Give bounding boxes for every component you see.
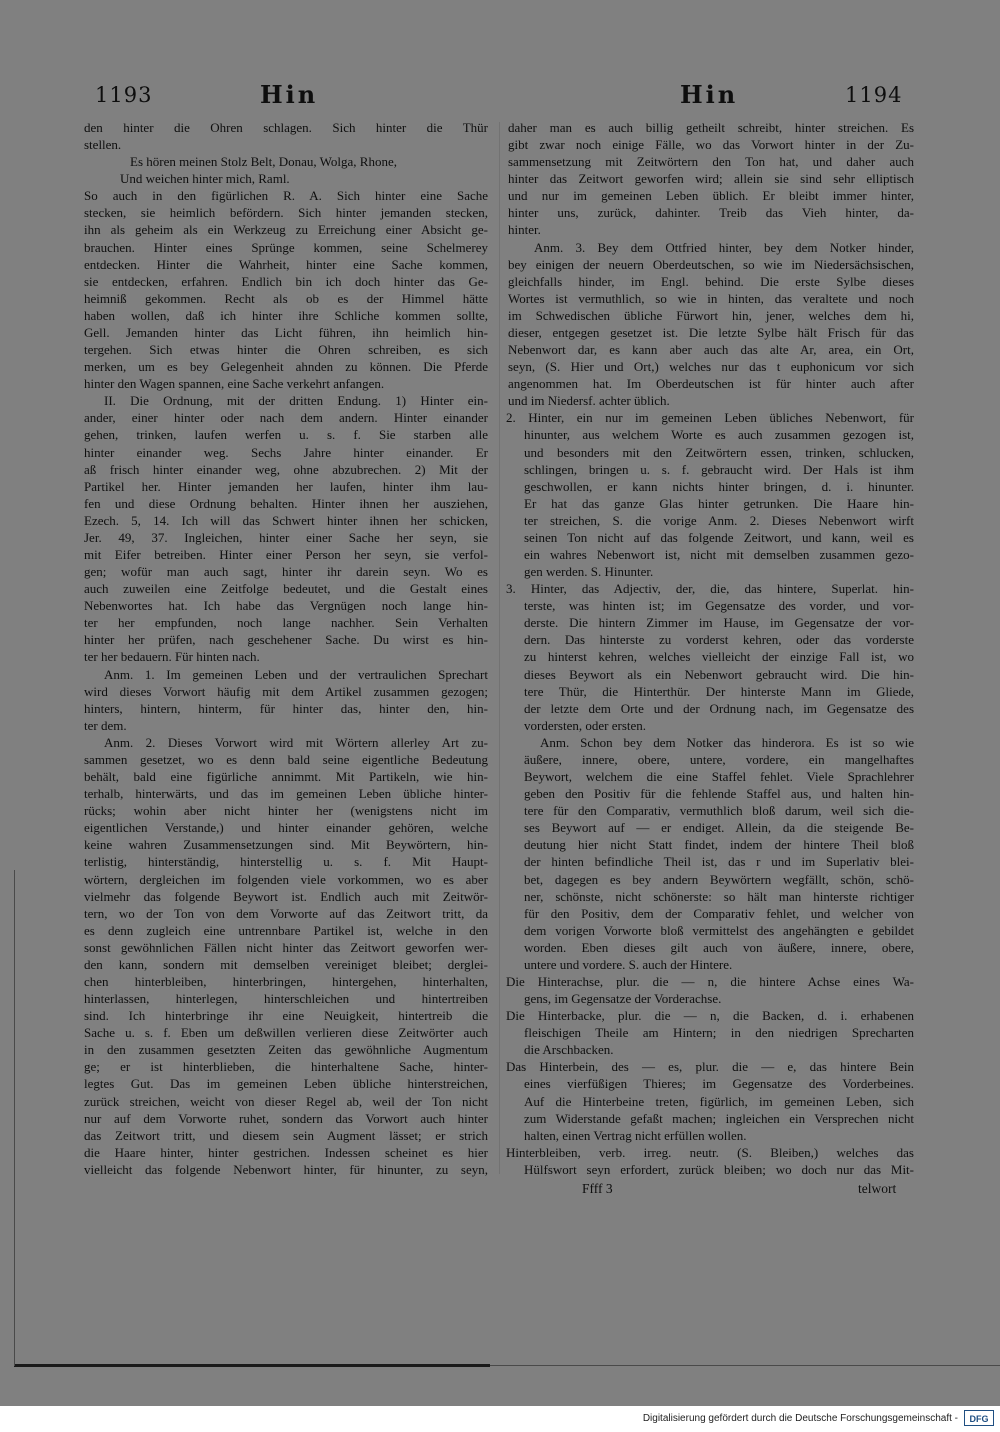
text-line: eigentlichen Verstande,) und hinter einander gehören, welche (84, 820, 488, 836)
scan-edge-line (14, 1364, 490, 1367)
funding-credit: Digitalisierung gefördert durch die Deutsche Forschungsgemeinschaft - (642, 1413, 958, 1424)
text-line: So auch in den figürlichen R. A. Sich hinter eine Sache (84, 188, 488, 204)
text-line: fen und diese Ordnung behalten. Hinter ihnen her ausziehen, (84, 495, 488, 511)
column-rule (499, 122, 500, 1174)
text-line: terste, was hinten ist; im Gegensatze des vorder, und vor- (524, 598, 914, 614)
text-line: der letzte dem Orte und der Ordnung nach, im Gegensatze des (524, 700, 914, 716)
text-line: ander, einer hinter oder nach dem andern. Hinter einander (84, 410, 488, 426)
text-line: dem vorigen Vorworte bloß vermittelst des angehängten e gebildet (524, 922, 914, 938)
text-line: seyn, (S. Hier und Ort,) welches nur das t euphonicum vor sich (508, 359, 914, 375)
text-line: geben den Positiv für die fehlende Staffel aus, und halten hin- (524, 786, 914, 802)
text-line: II. Die Ordnung, mit der dritten Endung. 1) Hinter ein- (104, 393, 488, 409)
text-line: gehen, trinken, laufen werfen u. s. f. Sie starben alle (84, 427, 488, 443)
text-line: derste. Die hintern Zimmer im Hause, im Gegensatze der vor- (524, 615, 914, 631)
text-line: vordersten, oder ersten. (524, 717, 647, 733)
text-line: auch zuweilen eine Zeitfolge bedeutet, und die Gestalt eines (84, 581, 488, 597)
text-line: geschwollen, er kann nichts hinter bringen, d. i. hinunter. (524, 478, 914, 494)
text-line: rücks; wohin aber nicht hinter her (wenigstens nicht im (84, 803, 488, 819)
text-line: hinunter, aus welchem Worte es auch zusammen gezogen ist, (524, 427, 914, 443)
text-line: sie entdecken, erfahren. Endlich bin ich doch hinter das Ge- (84, 273, 488, 289)
text-line: gen; wofür man auch sagt, hinter ihr darein seyn. Wo es (84, 564, 488, 580)
text-line: in den zusammen gesetzten Zeiten das gewöhnliche Augmentum (84, 1042, 488, 1058)
text-line: hinter einander weg. Sechs Jahre hinter einander. Er (84, 444, 488, 460)
text-line: Nebenwort dar, es kann aber auch das alte Ar, area, ein Ort, (508, 342, 914, 358)
text-line: Partikel her. Hinter jemanden her laufen, hinter ihm lau- (84, 478, 488, 494)
credit-strip (0, 1406, 1000, 1432)
text-line: Hinterbleiben, verb. irreg. neutr. (S. Bleiben,) welches das (506, 1144, 914, 1160)
text-line: ge; er ist hinterblieben, die hinterhaltene Sache, hinter- (84, 1059, 488, 1075)
text-line: entdecken. Hinter die Wahrheit, hinter eine Sache kommen, (84, 256, 488, 272)
text-line: deutung hier nicht Statt findet, indem der hintere Theil bloß (524, 837, 914, 853)
text-line: ihn als geheim als ein Werkzeug zu Erreichung einer Absicht ge- (84, 222, 488, 238)
scan-edge-line (14, 870, 15, 1366)
text-line: den kann, sondern mit demselben vereiniget bleibet; derglei- (84, 956, 488, 972)
text-line: Und weichen hinter mich, Raml. (120, 171, 290, 187)
text-line: hinter das Zeitwort geworfen wird; allein sie sind sehr elliptisch (508, 171, 914, 187)
text-line: Die Hinterbacke, plur. die — n, die Backen, d. i. erhabenen (506, 1008, 914, 1024)
text-line: aß frisch hinter einander weg, ohne abzubrechen. 2) Mit der (84, 461, 488, 477)
text-line: Nebenwortes hat. Ich habe das Vergnügen noch lange hin- (84, 598, 488, 614)
text-line: Wortes ist vermuthlich, so wie in hinten, das veraltete und noch (508, 290, 914, 306)
text-line: haben wollen, daß ich hinter ihre Schliche kommen sollte, (84, 307, 488, 323)
signature-mark: Ffff 3 (582, 1181, 613, 1196)
text-line: ter streichen, S. die vorige Anm. 2. Dieses Nebenwort wirft (524, 512, 914, 528)
text-line: Anm. 3. Bey dem Ottfried hinter, bey dem Notker hinder, (534, 239, 914, 255)
text-line: terlistig, hinterständig, hinterstellig u. s. f. Mit Haupt- (84, 854, 488, 870)
text-line: eines vierfüßigen Thieres; im Gegensatze des Vorderbeines. (524, 1076, 914, 1092)
text-line: terhalb, hinterwärts, und das im gemeinen Leben übliche hinter- (84, 786, 488, 802)
text-line: und im Niedersf. achter üblich. (508, 393, 670, 409)
text-line: Jer. 49, 37. Ingleichen, hinter einer Sache her seyn, sie (84, 529, 488, 545)
page-number-right: 1194 (845, 83, 903, 107)
text-line: Auf die Hinterbeine treten, figürlich, im gemeinen Leben, sich (524, 1093, 914, 1109)
text-line: 3. Hinter, das Adjectiv, der, die, das hintere, Superlat. hin- (506, 581, 914, 597)
text-line: hinters, hintern, hinterm, für hinter das, hinter den, hin- (84, 700, 488, 716)
catchword: telwort (858, 1181, 897, 1196)
text-line: die Arschbacken. (524, 1042, 614, 1058)
text-line: gleichfalls hinder, im Engl. behind. Die erste Sylbe dieses (508, 273, 914, 289)
text-line: zurück streichen, weicht von dieser Regel ab, weil der Ton nicht (84, 1093, 488, 1109)
text-line: tere für den Comparativ, vermuthlich bloß darum, weil sich die- (524, 803, 914, 819)
text-line: gibt zwar noch einige Fälle, wo das Vorwort hinter in der Zu- (508, 137, 914, 153)
text-line: worden. Eben dieses gilt auch von äußere, innere, obere, (524, 939, 914, 955)
text-line: bey einigen der neuern Oberdeutschen, so wie im Niedersächsischen, (508, 256, 914, 272)
text-line: ein wahres Nebenwort ist, nicht mit demselben zusammen gezo- (524, 547, 914, 562)
text-line: Anm. 2. Dieses Vorwort wird mit Wörtern allerley Art zu- (104, 734, 488, 750)
text-line: Das Hinterbein, des — es, plur. die — e, das hintere Bein (506, 1059, 914, 1075)
text-line: sammensetzung mit Zeitwörtern den Ton hat, und daher auch (508, 154, 914, 170)
text-line: chen hinterbleiben, hinterbringen, hintergehen, hinterhalten, (84, 974, 488, 989)
running-head-right: Hin (680, 80, 739, 109)
dfg-logo: DFG (964, 1410, 994, 1426)
text-line: schlingen, bringen u. s. f. gebraucht wird. Der Hals ist ihm (524, 461, 914, 477)
text-line: hinterlassen, hinterlegen, hinterschleichen und hintertreiben (84, 991, 488, 1007)
text-line: ner, schönste, nicht schönerste: so hält man hinterste richtiger (524, 888, 914, 904)
text-line: stellen. (84, 137, 122, 153)
text-line: dern. Das hinterste zu vorderst kehren, oder das vorderste (524, 632, 914, 648)
scan-edge-line (490, 1365, 1000, 1366)
text-line: 2. Hinter, ein nur im gemeinen Leben übliches Nebenwort, für (506, 410, 914, 426)
text-line: Er hat das ganze Glas hinter getrunken. Die Haare hin- (524, 495, 914, 511)
text-line: Beywort, welchem die eine Staffel fehlet. Viele Sprachlehrer (524, 769, 914, 785)
text-line: Die Hinterachse, plur. die — n, die hintere Achse eines Wa- (506, 974, 914, 989)
text-line: tern, wo der Ton von dem Vorworte auf das Zeitwort tritt, da (84, 905, 488, 921)
text-line: brauchen. Hinter eines Sprünge kommen, seine Schelmerey (84, 239, 488, 255)
text-line: merken, um es bey Gelegenheit ahnden zu können. Die Pferde (84, 359, 488, 375)
text-line: den hinter die Ohren schlagen. Sich hinter die Thür (84, 120, 488, 135)
text-line: ses Beywort auf — er endiget. Allein, da die steigende Be- (524, 820, 914, 836)
text-line: dieser, entgegen gesetzet ist. Die letzte Sylbe hält Frisch für das (508, 324, 914, 340)
text-line: im Schwedischen übliche Fürwort hin, jener, welches dem hi, (508, 307, 914, 323)
text-line: Sache u. s. f. Eben um deßwillen verlieren diese Zeitwörter auch (84, 1025, 488, 1041)
text-line: Anm. 1. Im gemeinen Leben und der vertraulichen Sprechart (104, 666, 488, 682)
text-line: Anm. Schon bey dem Notker das hinderora. Es ist so wie (540, 734, 914, 750)
text-line: Hülfswort seyn erfordert, zurück bleiben; wo doch nur das Mit- (524, 1161, 914, 1177)
text-line: es denn zugleich eine untrennbare Partikel ist, welche in den (84, 922, 488, 938)
text-line: sonst gewöhnlichen Fällen nicht hinter das Zeitwort geworfen wer- (84, 939, 488, 955)
text-line: und nur im gemeinen Leben üblich. Er bleibt immer hinter, (508, 188, 914, 204)
text-line: das Zeitwort tritt, und diesem sein Augment lässet; er strich (84, 1127, 488, 1143)
text-line: hinter. (508, 222, 541, 238)
text-line: wörtern, dergleichen im folgenden viele vorkommen, wo es aber (84, 871, 488, 887)
text-line: ter her empfunden, noch lange nachher. Sein Verhalten (84, 615, 488, 631)
text-line: ter dem. (84, 717, 127, 733)
text-line: keine wahren Zusammensetzungen sind. Mit Beywörtern, hin- (84, 837, 488, 853)
text-line: tere Thür, die Hinterthür. Der hinterste Mann im Gliede, (524, 683, 914, 699)
text-line: und besonders mit den Zeitwörtern essen, trinken, schlucken, (524, 444, 914, 460)
text-line: halten, einen Vertrag nicht erfüllen wollen. (524, 1127, 747, 1143)
text-line: äußere, innere, obere, untere, vordere, ein mangelhaftes (524, 751, 914, 767)
text-line: hinter her prüfen, nach geschehener Sache. Du wirst es hin- (84, 632, 488, 648)
text-line: Ezech. 5, 14. Ich will das Schwert hinter ihnen her schicken, (84, 512, 488, 528)
text-line: hinter den Wagen spannen, eine Sache verkehrt anfangen. (84, 376, 385, 392)
text-line: gens, im Gegensatze der Vorderachse. (524, 991, 722, 1007)
text-line: seinen Ton nicht auf das folgende Zeitwort, und kann, weil es (524, 529, 914, 545)
text-line: daher man es auch billig getheilt schreibt, hinter streichen. Es (508, 120, 914, 135)
text-line: nur auf dem Vorworte ruhet, sondern das Vorwort auch hinter (84, 1110, 488, 1126)
text-line: legtes Gut. Das im gemeinen Leben übliche hinterstreichen, (84, 1076, 488, 1092)
text-line: angenommen hat. Im Oberdeutschen ist für hinter auch after (508, 376, 914, 392)
text-line: stecken, sie heimlich befördern. Sich hinter jemanden stecken, (84, 205, 488, 221)
right-column (506, 0, 914, 1200)
text-line: Es hören meinen Stolz Belt, Donau, Wolga, Rhone, (130, 154, 397, 170)
text-line: behält, bald eine figürliche annimmt. Mit Partikeln, wie hin- (84, 769, 488, 785)
text-line: hinter uns, zurück, dahinter. Treib das Vieh hinter, da- (508, 205, 914, 221)
text-line: sammen gesetzet, wo es denn bald seine eigentliche Bedeutung (84, 751, 488, 767)
running-head-left: Hin (260, 80, 319, 109)
text-line: bet, dagegen es bey andern Beywörtern wegfällt, schön, schö- (524, 871, 914, 887)
text-line: gen werden. S. Hinunter. (524, 564, 654, 580)
text-line: für den Positiv, dem der Comparativ fehlet, und welcher von (524, 905, 914, 921)
text-line: heimniß gekommen. Recht als ob es der Himmel hätte (84, 290, 488, 306)
text-line: mit Eifer betreiben. Hinter einer Person her seyn, sie verfol- (84, 547, 488, 562)
text-line: tergehen. Sich etwas hinter die Ohren schreiben, es sich (84, 342, 488, 358)
page-number-left: 1193 (95, 83, 153, 107)
text-line: Gell. Jemanden hinter das Licht führen, ihn heimlich hin- (84, 324, 488, 340)
text-line: der hinten befindliche Theil ist, das r und im Superlativ blei- (524, 854, 914, 870)
text-line: fleischigen Theile am Hintern; in den niedrigen Sprecharten (524, 1025, 914, 1041)
text-line: vielmehr das folgende Beywort ist. Endlich auch mit Zeitwör- (84, 888, 488, 904)
text-line: wird dieses Vorwort häufig mit dem Artikel zusammen gezogen; (84, 683, 488, 699)
text-line: untere und vordere. S. auch der Hintere. (524, 956, 733, 972)
text-line: sind. Ich hinterbringe ihr eine Neuigkeit, hintertreib die (84, 1008, 488, 1024)
text-line: die Haare hinter, hinter gestrichen. Indessen scheinet es hier (84, 1144, 488, 1160)
text-line: ter her bedauern. Für hinten nach. (84, 649, 260, 665)
text-line: vielleicht das folgende Nebenwort hinter, für hinunter, zu seyn, (84, 1161, 488, 1177)
left-column (84, 0, 488, 1200)
text-line: zu hinterst kehren, welches vielleicht der einzige Fall ist, wo (524, 649, 914, 665)
text-line: dieses Beywort als ein Nebenwort gebraucht wird. Die hin- (524, 666, 914, 682)
text-line: zum Widerstande gefaßt machen; ingleichen ein Versprechen nicht (524, 1110, 914, 1126)
